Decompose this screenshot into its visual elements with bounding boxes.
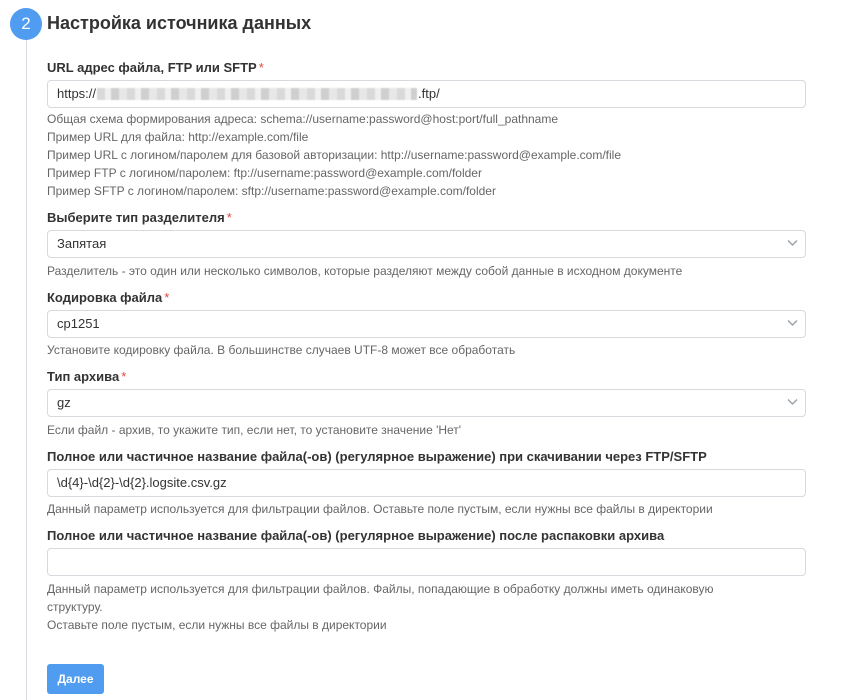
chevron-down-icon bbox=[787, 239, 796, 248]
encoding-select[interactable] bbox=[47, 310, 806, 338]
unpacked-filename-help bbox=[47, 580, 714, 634]
archive-label bbox=[47, 369, 126, 384]
encoding-help: Установите кодировку файла. В большинстве случаев UTF-8 может все обработать bbox=[47, 343, 516, 357]
delimiter-label bbox=[47, 210, 232, 225]
url-help bbox=[47, 110, 621, 200]
unpacked-help-line: Данный параметр используется для фильтрации файлов. Файлы, попадающие в обработку должны иметь одинаковую bbox=[47, 582, 714, 596]
ftp-filename-value: \d{4}-\d{2}-\d{2}.logsite.csv.gz bbox=[57, 475, 227, 490]
url-value-prefix: https:// bbox=[57, 86, 97, 101]
section-title: Настройка источника данных bbox=[47, 13, 312, 33]
delimiter-select[interactable] bbox=[47, 230, 806, 258]
chevron-down-icon bbox=[787, 398, 796, 407]
ftp-filename-help: Данный параметр используется для фильтрации файлов. Оставьте поле пустым, если нужны все файлы в директории bbox=[47, 502, 713, 516]
url-label-text: URL адрес файла, FTP или SFTP bbox=[47, 60, 257, 75]
required-mark: * bbox=[258, 60, 264, 75]
encoding-label-text: Кодировка файла bbox=[47, 290, 163, 305]
url-help-line: Пример SFTP с логином/паролем: sftp://username:password@example.com/folder bbox=[47, 184, 496, 198]
required-mark: * bbox=[226, 210, 232, 225]
unpacked-help-line: Оставьте поле пустым, если нужны все файлы в директории bbox=[47, 618, 387, 632]
unpacked-filename-label: Полное или частичное название файла(-ов) (регулярное выражение) после распаковки архива bbox=[47, 528, 665, 543]
archive-help: Если файл - архив, то укажите тип, если нет, то установите значение 'Нет' bbox=[47, 423, 462, 437]
url-help-line: Пример URL для файла: http://example.com/file bbox=[47, 130, 309, 144]
url-help-line: Общая схема формирования адреса: schema://username:password@host:port/full_pathname bbox=[47, 112, 559, 126]
step-number-badge: 2 bbox=[10, 8, 42, 40]
delimiter-help: Разделитель - это один или несколько символов, которые разделяют между собой данные в исходном документе bbox=[47, 264, 683, 278]
delimiter-label-text: Выберите тип разделителя bbox=[47, 210, 225, 225]
url-value-suffix: .ftp/ bbox=[418, 86, 440, 101]
unpacked-help-line: структуру. bbox=[47, 600, 103, 614]
url-help-line: Пример FTP с логином/паролем: ftp://username:password@example.com/folder bbox=[47, 166, 482, 180]
ftp-filename-label: Полное или частичное название файла(-ов) (регулярное выражение) при скачивании через FTP/SFTP bbox=[47, 449, 707, 464]
ftp-filename-input[interactable] bbox=[47, 469, 806, 497]
step-connector-line bbox=[26, 30, 27, 700]
delimiter-selected-value: Запятая bbox=[57, 236, 107, 251]
unpacked-filename-input[interactable] bbox=[47, 548, 806, 576]
url-help-line: Пример URL с логином/паролем для базовой авторизации: http://username:password@example.com/file bbox=[47, 148, 622, 162]
encoding-label bbox=[47, 290, 169, 305]
archive-label-text: Тип архива bbox=[47, 369, 120, 384]
url-input[interactable] bbox=[47, 80, 806, 108]
redacted-host bbox=[97, 88, 417, 100]
url-label bbox=[47, 60, 264, 75]
required-mark: * bbox=[121, 369, 127, 384]
chevron-down-icon bbox=[787, 319, 796, 328]
archive-selected-value: gz bbox=[57, 395, 71, 410]
archive-select[interactable] bbox=[47, 389, 806, 417]
encoding-selected-value: cp1251 bbox=[57, 316, 100, 331]
required-mark: * bbox=[164, 290, 170, 305]
next-button[interactable]: Далее bbox=[47, 664, 104, 694]
